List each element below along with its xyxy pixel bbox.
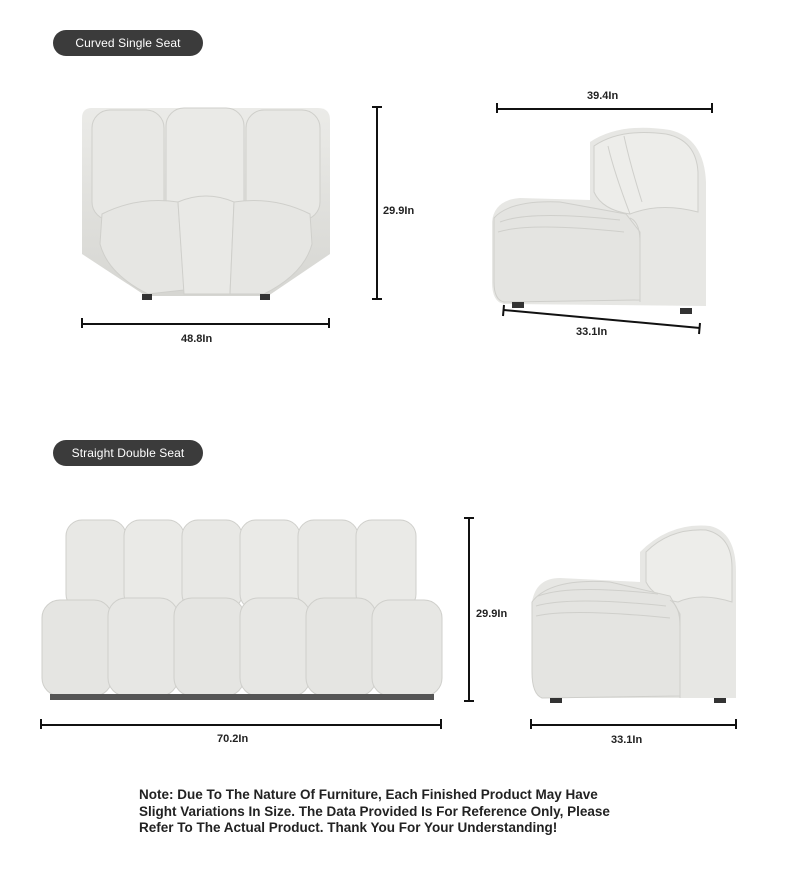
height-dimension-tick-top [464, 517, 474, 519]
straight-seat-height-label: 29.9In [476, 608, 508, 620]
width-dimension-tick-right [440, 719, 442, 729]
side-depth-dimension-line [531, 724, 737, 726]
side-depth-tick-left [530, 719, 532, 729]
height-dimension-tick-bottom [372, 298, 382, 300]
straight-seat-front-width-label: 70.2In [217, 733, 249, 745]
straight-double-seat-front-photo [40, 518, 444, 704]
side-top-width-tick-right [711, 103, 713, 113]
section-title-curved-single-seat: Curved Single Seat [53, 30, 203, 56]
width-dimension-tick-left [81, 318, 83, 328]
straight-seat-side-depth-label: 33.1In [611, 734, 643, 746]
width-dimension-line [41, 724, 442, 726]
width-dimension-tick-right [328, 318, 330, 328]
note-line-1: Note: Due To The Nature Of Furniture, Each Finished Product May Have [139, 787, 598, 802]
note-line-3: Refer To The Actual Product. Thank You For Your Understanding! [139, 820, 558, 835]
height-dimension-line [376, 107, 378, 300]
curved-seat-side-top-width-label: 39.4In [587, 90, 619, 102]
width-dimension-tick-left [40, 719, 42, 729]
curved-seat-front-width-label: 48.8In [181, 333, 213, 345]
height-dimension-tick-top [372, 106, 382, 108]
disclaimer-note [139, 787, 659, 837]
curved-seat-side-depth-label: 33.1In [576, 326, 608, 338]
curved-seat-height-label: 29.9In [383, 205, 415, 217]
straight-double-seat-side-photo [530, 522, 740, 704]
note-line-2: Slight Variations In Size. The Data Provided Is For Reference Only, Please [139, 803, 610, 819]
side-top-width-line [497, 108, 713, 110]
side-top-width-tick-left [496, 103, 498, 113]
curved-single-seat-side-photo [490, 122, 710, 318]
width-dimension-line [82, 323, 330, 325]
section-title-straight-double-seat: Straight Double Seat [53, 440, 203, 466]
height-dimension-line [468, 518, 470, 702]
curved-single-seat-front-photo [78, 104, 334, 304]
side-depth-tick-right [735, 719, 737, 729]
height-dimension-tick-bottom [464, 700, 474, 702]
